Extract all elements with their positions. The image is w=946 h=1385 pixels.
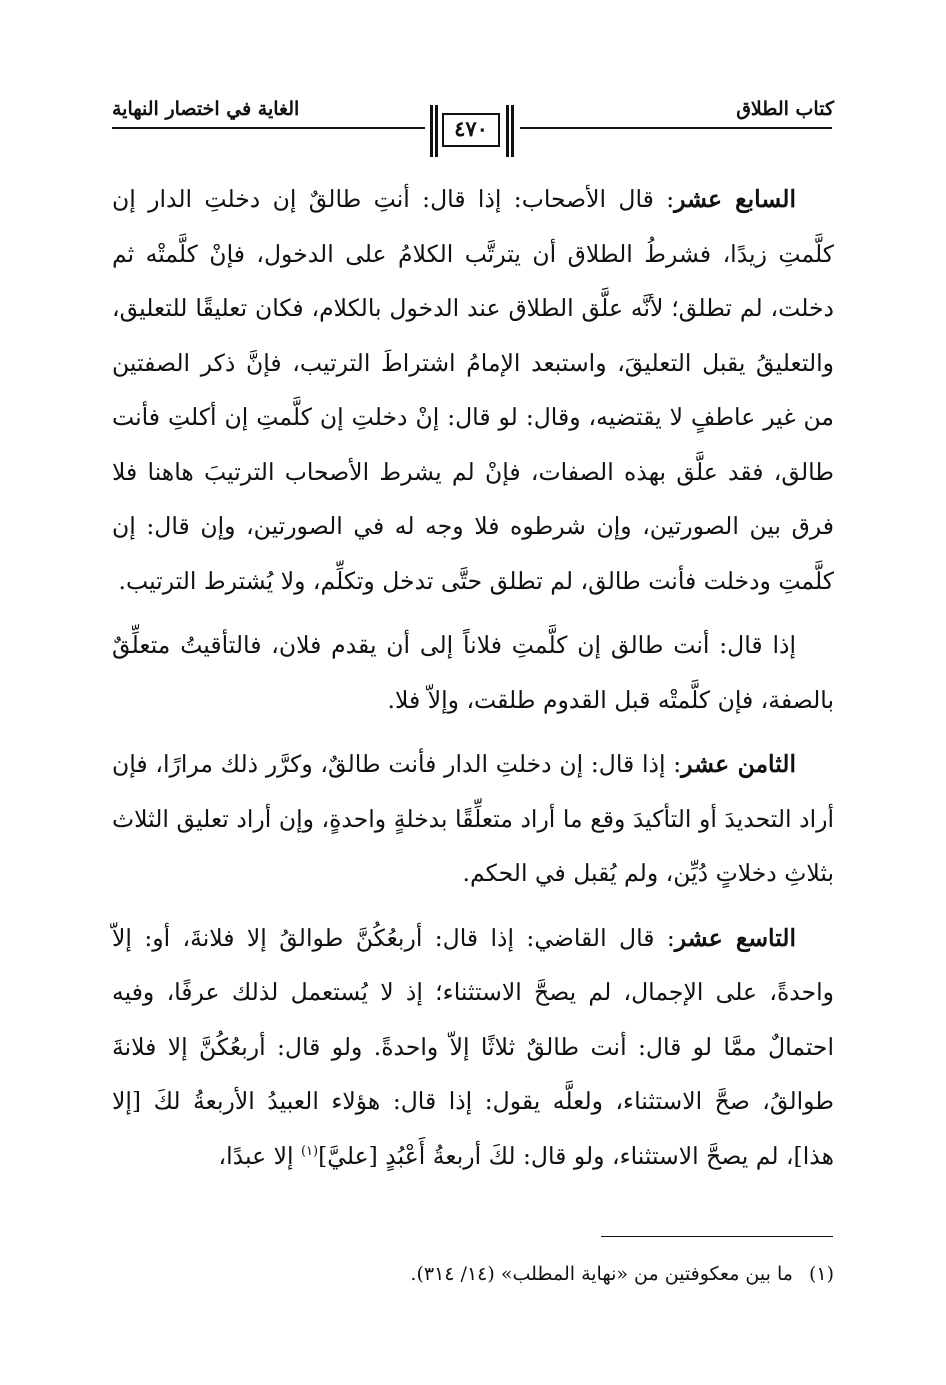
footnote [112, 1260, 834, 1288]
paragraph [112, 172, 834, 608]
page-number-frame [430, 105, 514, 157]
paragraph [112, 911, 834, 1184]
section-heading: التاسع عشر [674, 923, 796, 952]
footnote-reference: (١) [300, 1143, 319, 1159]
section-heading: الثامن عشر [681, 750, 796, 778]
paragraph-text: : قال القاضي: إذا قال: أربعُكُنَّ طوالقُ إلا فلانةَ، أو: إلاّ واحدةً، على الإجمال، لم يصحَّ الاستثناء؛ إذ لا يُستعمل لذلك عرفًا، وفيه احتمالٌ ممَّا لو قال: أنت طالقٌ ثلاثًا إلاّ واحدةً. ولو قال: أربعُكُنَّ إلا فلانةَ طوالقُ، صحَّ الاستثناء، ولعلَّه يقول: إذا قال: هؤلاء العبيدُ الأربعةُ لكَ [إلا هذا]، لم يصحَّ الاستثناء، ولو قال: لكَ أربعةُ أَعْبُدٍ [عليَّ] [112, 923, 834, 1170]
footnote-text: ما بين معكوفتين من «نهاية المطلب» (١٤/ ٣١٤). [410, 1263, 793, 1285]
footnote-rule [601, 1236, 833, 1237]
main-text [112, 172, 834, 1183]
paragraph-text: : إذا قال: إن دخلتِ الدار فأنت طالقٌ، وكرَّر ذلك مرارًا، فإن أراد التحديدَ أو التأكيدَ وقع ما أراد متعلِّقًا بدخلةٍ واحدةٍ، وإن أراد تعليق الثلاث بثلاثِ دخلاتٍ دُيِّن، ولم يُقبل في الحكم. [112, 750, 834, 887]
paragraph [112, 737, 834, 901]
running-header-title: الغاية في اختصار النهاية [112, 98, 300, 120]
page-number: ٤٧٠ [454, 116, 488, 141]
paragraph-text-tail: إلا عبدًا، [218, 1141, 301, 1170]
header-rule-left [112, 127, 425, 129]
frame-bar [435, 105, 438, 157]
paragraph-text: إذا قال: أنت طالق إن كلَّمتِ فلاناً إلى أن يقدم فلان، فالتأقيتُ متعلِّقٌ بالصفة، فإن كلَّمتْه قبل القدوم طلقت، وإلاّ فلا. [112, 631, 834, 714]
paragraph [112, 618, 834, 727]
paragraph-text: : قال الأصحاب: إذا قال: أنتِ طالقٌ إن دخلتِ الدار إن كلَّمتِ زيدًا، فشرطُ الطلاق أن يترتَّب الكلامُ على الدخول، فإنْ كلَّمتْه ثم دخلت، لم تطلق؛ لأنَّه علَّق الطلاق عند الدخول بالكلام، فكان تعليقًا للتعليق، والتعليقُ يقبل التعليقَ، واستبعد الإمامُ اشتراطَ الترتيب، فإنَّ ذكر الصفتين من غير عاطفٍ لا يقتضيه، وقال: لو قال: إنْ دخلتِ إن كلَّمتِ إن أكلتِ فأنت طالق، فقد علَّق بهذه الصفات، فإنْ لم يشرط الأصحاب الترتيبَ هاهنا فلا فرق بين الصورتين، وإن شرطوه فلا وجه له في الصورتين، وإن قال: إن كلَّمتِ ودخلت فأنت طالق، لم تطلق حتَّى تدخل وتكلِّم، ولا يُشترط الترتيب. [112, 185, 834, 595]
footnote-marker: (١) [808, 1263, 834, 1285]
section-heading: السابع عشر [674, 185, 796, 213]
header-rule-right [520, 127, 832, 129]
frame-bar [430, 105, 433, 157]
running-header-section: كتاب الطلاق [736, 98, 834, 120]
frame-bar [506, 105, 509, 157]
frame-bar [511, 105, 514, 157]
